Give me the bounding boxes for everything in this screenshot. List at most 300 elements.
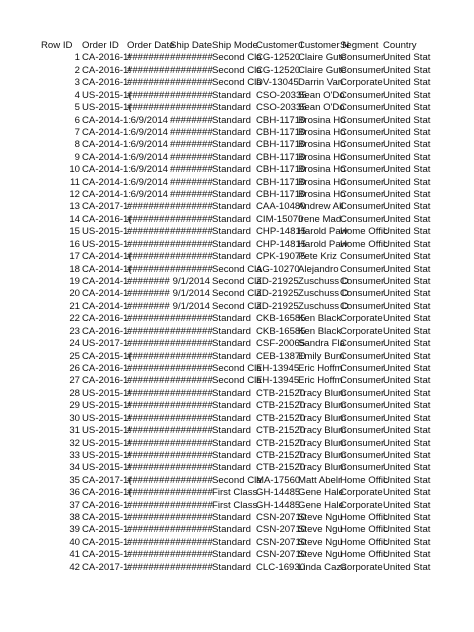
ship-date-cell[interactable]: ######## — [170, 338, 213, 350]
row-id-cell[interactable]: 25 — [69, 350, 80, 362]
customer-id-cell[interactable]: CTB-21520 — [256, 387, 306, 399]
segment-cell[interactable]: Consumer — [340, 52, 385, 64]
customer-name-cell[interactable]: Ken Black — [298, 325, 342, 337]
order-date-cell[interactable]: ######## — [127, 437, 170, 449]
row-id-cell[interactable]: 38 — [69, 512, 80, 524]
customer-name-cell[interactable]: Tracy Blum — [298, 400, 347, 412]
order-date-cell[interactable]: ######## — [127, 313, 170, 325]
country-cell[interactable]: United Stat — [383, 238, 431, 250]
row-id-cell[interactable]: 19 — [69, 276, 80, 288]
customer-name-cell[interactable]: Brosina Ho — [298, 164, 346, 176]
order-id-cell[interactable]: CA-2014-1: — [82, 300, 132, 312]
ship-date-cell[interactable]: ######## — [170, 64, 213, 76]
header-order-id[interactable]: Order ID — [82, 40, 119, 51]
ship-date-cell[interactable]: ######## — [170, 114, 213, 126]
customer-id-cell[interactable]: CKB-16585 — [256, 325, 306, 337]
order-id-cell[interactable]: US-2015-1( — [82, 89, 132, 101]
customer-name-cell[interactable]: Darrin Van — [298, 77, 344, 89]
segment-cell[interactable]: Consumer — [340, 102, 385, 114]
row-id-cell[interactable]: 41 — [69, 549, 80, 561]
customer-id-cell[interactable]: CKB-16585 — [256, 313, 306, 325]
ship-mode-cell[interactable]: Second Cla — [212, 300, 262, 312]
ship-date-cell[interactable]: ######## — [170, 536, 213, 548]
order-date-cell[interactable]: ######## — [127, 362, 170, 374]
customer-id-cell[interactable]: CTB-21520 — [256, 425, 306, 437]
row-id-cell[interactable]: 9 — [74, 151, 80, 163]
ship-mode-cell[interactable]: Second Cla — [212, 375, 262, 387]
segment-cell[interactable]: Consumer — [340, 151, 385, 163]
order-date-cell[interactable]: 6/9/2014 — [130, 114, 168, 126]
row-id-cell[interactable]: 39 — [69, 524, 80, 536]
customer-id-cell[interactable]: CLC-16930 — [256, 561, 306, 573]
header-row-id[interactable]: Row ID — [41, 40, 73, 51]
customer-id-cell[interactable]: CSO-20335 — [256, 102, 307, 114]
country-cell[interactable]: United Stat — [383, 213, 431, 225]
customer-id-cell[interactable]: CBH-11710 — [256, 114, 306, 126]
ship-mode-cell[interactable]: Standard — [212, 151, 251, 163]
customer-id-cell[interactable]: ZD-21925 — [256, 288, 299, 300]
customer-name-cell[interactable]: Steve Ngu — [298, 524, 343, 536]
segment-cell[interactable]: Consumer — [340, 276, 385, 288]
customer-name-cell[interactable]: Sean O'Do — [298, 89, 345, 101]
order-date-cell[interactable]: ######## — [127, 251, 170, 263]
row-id-cell[interactable]: 35 — [69, 474, 80, 486]
row-id-cell[interactable]: 21 — [69, 300, 80, 312]
order-date-cell[interactable]: ######## — [127, 288, 170, 300]
customer-id-cell[interactable]: CTB-21520 — [256, 462, 306, 474]
row-id-cell[interactable]: 28 — [69, 387, 80, 399]
ship-mode-cell[interactable]: Standard — [212, 226, 251, 238]
ship-date-cell[interactable]: ######## — [170, 263, 213, 275]
order-date-cell[interactable]: ######## — [127, 549, 170, 561]
customer-id-cell[interactable]: CSN-20710 — [256, 524, 307, 536]
segment-cell[interactable]: Consumer — [340, 64, 385, 76]
customer-name-cell[interactable]: Andrew All — [298, 201, 344, 213]
ship-date-cell[interactable]: ######## — [170, 437, 213, 449]
ship-date-cell[interactable]: ######## — [170, 164, 213, 176]
order-date-cell[interactable]: ######## — [127, 536, 170, 548]
country-cell[interactable]: United Stat — [383, 263, 431, 275]
order-id-cell[interactable]: CA-2017-1( — [82, 474, 132, 486]
ship-date-cell[interactable]: 9/1/2014 — [172, 300, 210, 312]
segment-cell[interactable]: Home Offic — [340, 549, 388, 561]
row-id-cell[interactable]: 5 — [74, 102, 80, 114]
customer-name-cell[interactable]: Eric Hoffm — [298, 375, 343, 387]
customer-name-cell[interactable]: Ken Black — [298, 313, 342, 325]
customer-name-cell[interactable]: Tracy Blum — [298, 462, 347, 474]
row-id-cell[interactable]: 32 — [69, 437, 80, 449]
order-date-cell[interactable]: ######## — [127, 263, 170, 275]
ship-mode-cell[interactable]: Standard — [212, 89, 251, 101]
country-cell[interactable]: United Stat — [383, 524, 431, 536]
customer-id-cell[interactable]: CSO-20335 — [256, 89, 307, 101]
country-cell[interactable]: United Stat — [383, 425, 431, 437]
order-id-cell[interactable]: CA-2015-1( — [82, 350, 132, 362]
country-cell[interactable]: United Stat — [383, 561, 431, 573]
ship-mode-cell[interactable]: Standard — [212, 251, 251, 263]
country-cell[interactable]: United Stat — [383, 412, 431, 424]
ship-mode-cell[interactable]: Standard — [212, 425, 251, 437]
segment-cell[interactable]: Consumer — [340, 400, 385, 412]
order-id-cell[interactable]: US-2015-1( — [82, 102, 132, 114]
country-cell[interactable]: United Stat — [383, 387, 431, 399]
customer-id-cell[interactable]: MA-17560 — [256, 474, 301, 486]
row-id-cell[interactable]: 20 — [69, 288, 80, 300]
order-id-cell[interactable]: CA-2016-1: — [82, 499, 132, 511]
customer-id-cell[interactable]: CBH-11710 — [256, 139, 306, 151]
customer-id-cell[interactable]: ZD-21925 — [256, 300, 299, 312]
order-date-cell[interactable]: ######## — [127, 524, 170, 536]
ship-date-cell[interactable]: ######## — [170, 462, 213, 474]
segment-cell[interactable]: Corporate — [340, 499, 383, 511]
customer-id-cell[interactable]: CTB-21520 — [256, 400, 306, 412]
ship-mode-cell[interactable]: Second Cla — [212, 52, 262, 64]
customer-id-cell[interactable]: CBH-11710 — [256, 164, 306, 176]
order-id-cell[interactable]: US-2015-1! — [82, 412, 132, 424]
row-id-cell[interactable]: 7 — [74, 126, 80, 138]
ship-date-cell[interactable]: ######## — [170, 350, 213, 362]
segment-cell[interactable]: Home Offic — [340, 474, 388, 486]
order-id-cell[interactable]: CA-2015-1: — [82, 536, 132, 548]
customer-name-cell[interactable]: Tracy Blum — [298, 412, 347, 424]
header-segment[interactable]: Segment — [340, 40, 379, 51]
order-id-cell[interactable]: US-2015-1! — [82, 425, 132, 437]
customer-id-cell[interactable]: ZD-21925 — [256, 276, 299, 288]
country-cell[interactable]: United Stat — [383, 139, 431, 151]
customer-name-cell[interactable]: Sean O'Do — [298, 102, 345, 114]
order-date-cell[interactable]: 6/9/2014 — [130, 139, 168, 151]
header-ship-mode[interactable]: Ship Mode — [212, 40, 258, 51]
country-cell[interactable]: United Stat — [383, 151, 431, 163]
country-cell[interactable]: United Stat — [383, 126, 431, 138]
customer-name-cell[interactable]: Eric Hoffm — [298, 362, 343, 374]
order-id-cell[interactable]: CA-2016-1: — [82, 325, 132, 337]
segment-cell[interactable]: Consumer — [340, 362, 385, 374]
customer-id-cell[interactable]: CPK-19075 — [256, 251, 306, 263]
country-cell[interactable]: United Stat — [383, 89, 431, 101]
ship-mode-cell[interactable]: Standard — [212, 139, 251, 151]
customer-name-cell[interactable]: Tracy Blum — [298, 449, 347, 461]
customer-name-cell[interactable]: Zuschuss D — [298, 288, 349, 300]
customer-id-cell[interactable]: CAA-10480 — [256, 201, 306, 213]
row-id-cell[interactable]: 23 — [69, 325, 80, 337]
order-id-cell[interactable]: CA-2016-1: — [82, 375, 132, 387]
header-customer-name[interactable]: Customer N — [298, 40, 350, 51]
country-cell[interactable]: United Stat — [383, 449, 431, 461]
ship-mode-cell[interactable]: Second Cla — [212, 276, 262, 288]
ship-date-cell[interactable]: ######## — [170, 251, 213, 263]
order-date-cell[interactable]: ######## — [127, 400, 170, 412]
segment-cell[interactable]: Consumer — [340, 176, 385, 188]
ship-mode-cell[interactable]: Standard — [212, 164, 251, 176]
ship-mode-cell[interactable]: Standard — [212, 176, 251, 188]
country-cell[interactable]: United Stat — [383, 512, 431, 524]
ship-mode-cell[interactable]: First Class — [212, 499, 258, 511]
ship-date-cell[interactable]: ######## — [170, 387, 213, 399]
row-id-cell[interactable]: 22 — [69, 313, 80, 325]
row-id-cell[interactable]: 40 — [69, 536, 80, 548]
customer-id-cell[interactable]: CG-12520 — [256, 64, 301, 76]
segment-cell[interactable]: Consumer — [340, 387, 385, 399]
country-cell[interactable]: United Stat — [383, 251, 431, 263]
segment-cell[interactable]: Corporate — [340, 325, 383, 337]
customer-id-cell[interactable]: CBH-11710 — [256, 176, 306, 188]
customer-name-cell[interactable]: Brosina Ho — [298, 176, 346, 188]
country-cell[interactable]: United Stat — [383, 276, 431, 288]
ship-mode-cell[interactable]: Standard — [212, 462, 251, 474]
country-cell[interactable]: United Stat — [383, 288, 431, 300]
country-cell[interactable]: United Stat — [383, 437, 431, 449]
row-id-cell[interactable]: 27 — [69, 375, 80, 387]
order-id-cell[interactable]: CA-2014-1: — [82, 114, 132, 126]
ship-date-cell[interactable]: ######## — [170, 549, 213, 561]
segment-cell[interactable]: Home Offic — [340, 226, 388, 238]
order-date-cell[interactable]: 6/9/2014 — [130, 151, 168, 163]
ship-date-cell[interactable]: 9/1/2014 — [172, 288, 210, 300]
order-id-cell[interactable]: CA-2014-1( — [82, 263, 132, 275]
customer-id-cell[interactable]: GH-14485 — [256, 487, 301, 499]
ship-date-cell[interactable]: ######## — [170, 176, 213, 188]
country-cell[interactable]: United Stat — [383, 350, 431, 362]
country-cell[interactable]: United Stat — [383, 487, 431, 499]
order-date-cell[interactable]: 6/9/2014 — [130, 176, 168, 188]
segment-cell[interactable]: Consumer — [340, 375, 385, 387]
country-cell[interactable]: United Stat — [383, 64, 431, 76]
customer-name-cell[interactable]: Steve Ngu — [298, 512, 343, 524]
ship-mode-cell[interactable]: Standard — [212, 449, 251, 461]
row-id-cell[interactable]: 2 — [74, 64, 80, 76]
order-date-cell[interactable]: ######## — [127, 474, 170, 486]
order-date-cell[interactable]: ######## — [127, 412, 170, 424]
ship-date-cell[interactable]: ######## — [170, 512, 213, 524]
customer-name-cell[interactable]: Emily Burn — [298, 350, 345, 362]
ship-mode-cell[interactable]: Standard — [212, 213, 251, 225]
order-date-cell[interactable]: ######## — [127, 300, 170, 312]
customer-id-cell[interactable]: DV-13045 — [256, 77, 299, 89]
customer-id-cell[interactable]: CSN-20710 — [256, 512, 307, 524]
country-cell[interactable]: United Stat — [383, 102, 431, 114]
order-id-cell[interactable]: CA-2016-1: — [82, 77, 132, 89]
customer-id-cell[interactable]: CIM-15070 — [256, 213, 304, 225]
order-id-cell[interactable]: US-2015-1! — [82, 437, 132, 449]
row-id-cell[interactable]: 1 — [74, 52, 80, 64]
header-customer-id[interactable]: Customer I — [256, 40, 303, 51]
customer-id-cell[interactable]: CSF-20065 — [256, 338, 306, 350]
order-date-cell[interactable]: ######## — [127, 561, 170, 573]
ship-mode-cell[interactable]: Standard — [212, 102, 251, 114]
country-cell[interactable]: United Stat — [383, 300, 431, 312]
country-cell[interactable]: United Stat — [383, 536, 431, 548]
customer-id-cell[interactable]: EH-13945 — [256, 362, 300, 374]
customer-name-cell[interactable]: Zuschuss D — [298, 300, 349, 312]
customer-name-cell[interactable]: Alejandro — [298, 263, 339, 275]
ship-mode-cell[interactable]: Standard — [212, 536, 251, 548]
ship-mode-cell[interactable]: Second Cla — [212, 77, 262, 89]
ship-mode-cell[interactable]: Standard — [212, 412, 251, 424]
order-date-cell[interactable]: ######## — [127, 350, 170, 362]
row-id-cell[interactable]: 26 — [69, 362, 80, 374]
order-date-cell[interactable]: ######## — [127, 102, 170, 114]
country-cell[interactable]: United Stat — [383, 52, 431, 64]
ship-mode-cell[interactable]: Standard — [212, 325, 251, 337]
segment-cell[interactable]: Home Offic — [340, 524, 388, 536]
segment-cell[interactable]: Consumer — [340, 189, 385, 201]
row-id-cell[interactable]: 31 — [69, 425, 80, 437]
country-cell[interactable]: United Stat — [383, 77, 431, 89]
ship-mode-cell[interactable]: Standard — [212, 350, 251, 362]
segment-cell[interactable]: Home Offic — [340, 512, 388, 524]
customer-id-cell[interactable]: EH-13945 — [256, 375, 300, 387]
order-date-cell[interactable]: ######## — [127, 226, 170, 238]
order-id-cell[interactable]: CA-2017-1: — [82, 201, 132, 213]
customer-name-cell[interactable]: Brosina Ho — [298, 114, 346, 126]
row-id-cell[interactable]: 16 — [69, 238, 80, 250]
country-cell[interactable]: United Stat — [383, 499, 431, 511]
customer-name-cell[interactable]: Zuschuss D — [298, 276, 349, 288]
order-id-cell[interactable]: CA-2016-1( — [82, 487, 132, 499]
country-cell[interactable]: United Stat — [383, 313, 431, 325]
ship-mode-cell[interactable]: Second Cla — [212, 263, 262, 275]
ship-date-cell[interactable]: ######## — [170, 474, 213, 486]
ship-date-cell[interactable]: ######## — [170, 524, 213, 536]
country-cell[interactable]: United Stat — [383, 549, 431, 561]
customer-name-cell[interactable]: Steve Ngu — [298, 549, 343, 561]
segment-cell[interactable]: Consumer — [340, 126, 385, 138]
ship-mode-cell[interactable]: Standard — [212, 338, 251, 350]
segment-cell[interactable]: Consumer — [340, 164, 385, 176]
customer-id-cell[interactable]: CG-12520 — [256, 52, 301, 64]
ship-mode-cell[interactable]: Standard — [212, 524, 251, 536]
order-id-cell[interactable]: US-2015-1! — [82, 387, 132, 399]
segment-cell[interactable]: Corporate — [340, 77, 383, 89]
customer-name-cell[interactable]: Gene Hale — [298, 499, 344, 511]
order-id-cell[interactable]: US-2017-1: — [82, 338, 132, 350]
ship-date-cell[interactable]: ######## — [170, 325, 213, 337]
customer-id-cell[interactable]: AG-10270 — [256, 263, 300, 275]
order-date-cell[interactable]: ######## — [127, 425, 170, 437]
order-date-cell[interactable]: ######## — [127, 449, 170, 461]
ship-date-cell[interactable]: ######## — [170, 425, 213, 437]
ship-mode-cell[interactable]: Standard — [212, 201, 251, 213]
header-country[interactable]: Country — [383, 40, 417, 51]
ship-date-cell[interactable]: ######## — [170, 412, 213, 424]
row-id-cell[interactable]: 33 — [69, 449, 80, 461]
order-id-cell[interactable]: CA-2014-1: — [82, 126, 132, 138]
header-order-date[interactable]: Order Date — [127, 40, 175, 51]
ship-mode-cell[interactable]: Standard — [212, 549, 251, 561]
country-cell[interactable]: United Stat — [383, 400, 431, 412]
ship-date-cell[interactable]: ######## — [170, 226, 213, 238]
ship-date-cell[interactable]: ######## — [170, 238, 213, 250]
segment-cell[interactable]: Consumer — [340, 449, 385, 461]
row-id-cell[interactable]: 13 — [69, 201, 80, 213]
customer-name-cell[interactable]: Pete Kriz — [298, 251, 337, 263]
order-date-cell[interactable]: ######## — [127, 52, 170, 64]
order-id-cell[interactable]: CA-2015-1: — [82, 524, 132, 536]
ship-date-cell[interactable]: ######## — [170, 487, 213, 499]
order-id-cell[interactable]: CA-2016-1( — [82, 213, 132, 225]
segment-cell[interactable]: Consumer — [340, 213, 385, 225]
order-date-cell[interactable]: ######## — [127, 338, 170, 350]
order-date-cell[interactable]: ######## — [127, 213, 170, 225]
country-cell[interactable]: United Stat — [383, 114, 431, 126]
segment-cell[interactable]: Consumer — [340, 201, 385, 213]
segment-cell[interactable]: Consumer — [340, 288, 385, 300]
customer-id-cell[interactable]: CBH-11710 — [256, 151, 306, 163]
order-id-cell[interactable]: CA-2014-1: — [82, 288, 132, 300]
segment-cell[interactable]: Consumer — [340, 251, 385, 263]
customer-name-cell[interactable]: Irene Mad — [298, 213, 342, 225]
ship-mode-cell[interactable]: Standard — [212, 114, 251, 126]
row-id-cell[interactable]: 18 — [69, 263, 80, 275]
country-cell[interactable]: United Stat — [383, 189, 431, 201]
ship-date-cell[interactable]: ######## — [170, 102, 213, 114]
country-cell[interactable]: United Stat — [383, 164, 431, 176]
order-id-cell[interactable]: US-2015-1: — [82, 238, 132, 250]
country-cell[interactable]: United Stat — [383, 325, 431, 337]
customer-name-cell[interactable]: Tracy Blum — [298, 425, 347, 437]
ship-mode-cell[interactable]: Standard — [212, 126, 251, 138]
row-id-cell[interactable]: 24 — [69, 338, 80, 350]
row-id-cell[interactable]: 30 — [69, 412, 80, 424]
order-date-cell[interactable]: ######## — [127, 64, 170, 76]
order-id-cell[interactable]: CA-2016-1: — [82, 362, 132, 374]
row-id-cell[interactable]: 3 — [74, 77, 80, 89]
ship-mode-cell[interactable]: Standard — [212, 512, 251, 524]
ship-date-cell[interactable]: ######## — [170, 561, 213, 573]
customer-name-cell[interactable]: Claire Gute — [298, 64, 347, 76]
row-id-cell[interactable]: 10 — [69, 164, 80, 176]
row-id-cell[interactable]: 42 — [69, 561, 80, 573]
order-date-cell[interactable]: ######## — [127, 77, 170, 89]
customer-name-cell[interactable]: Brosina Ho — [298, 189, 346, 201]
order-date-cell[interactable]: 6/9/2014 — [130, 189, 168, 201]
order-date-cell[interactable]: ######## — [127, 201, 170, 213]
row-id-cell[interactable]: 11 — [70, 176, 80, 188]
country-cell[interactable]: United Stat — [383, 338, 431, 350]
order-date-cell[interactable]: 6/9/2014 — [130, 164, 168, 176]
ship-mode-cell[interactable]: Standard — [212, 387, 251, 399]
customer-name-cell[interactable]: Steve Ngu — [298, 536, 343, 548]
order-date-cell[interactable]: ######## — [127, 325, 170, 337]
order-id-cell[interactable]: CA-2014-1: — [82, 151, 132, 163]
ship-mode-cell[interactable]: Standard — [212, 313, 251, 325]
ship-date-cell[interactable]: ######## — [170, 375, 213, 387]
ship-date-cell[interactable]: ######## — [170, 213, 213, 225]
order-id-cell[interactable]: CA-2016-1! — [82, 52, 132, 64]
customer-id-cell[interactable]: CBH-11710 — [256, 189, 306, 201]
country-cell[interactable]: United Stat — [383, 474, 431, 486]
country-cell[interactable]: United Stat — [383, 362, 431, 374]
segment-cell[interactable]: Consumer — [340, 437, 385, 449]
customer-name-cell[interactable]: Harold Paw — [298, 226, 348, 238]
order-date-cell[interactable]: ######## — [127, 89, 170, 101]
row-id-cell[interactable]: 37 — [69, 499, 80, 511]
order-id-cell[interactable]: US-2015-1: — [82, 226, 132, 238]
row-id-cell[interactable]: 6 — [74, 114, 80, 126]
segment-cell[interactable]: Consumer — [340, 338, 385, 350]
customer-id-cell[interactable]: CBH-11710 — [256, 126, 306, 138]
order-id-cell[interactable]: CA-2016-1: — [82, 313, 132, 325]
order-date-cell[interactable]: ######## — [127, 238, 170, 250]
segment-cell[interactable]: Consumer — [340, 139, 385, 151]
ship-date-cell[interactable]: ######## — [170, 362, 213, 374]
segment-cell[interactable]: Corporate — [340, 487, 383, 499]
customer-name-cell[interactable]: Gene Hale — [298, 487, 344, 499]
ship-date-cell[interactable]: ######## — [170, 151, 213, 163]
order-id-cell[interactable]: CA-2017-1: — [82, 561, 132, 573]
segment-cell[interactable]: Home Offic — [340, 536, 388, 548]
